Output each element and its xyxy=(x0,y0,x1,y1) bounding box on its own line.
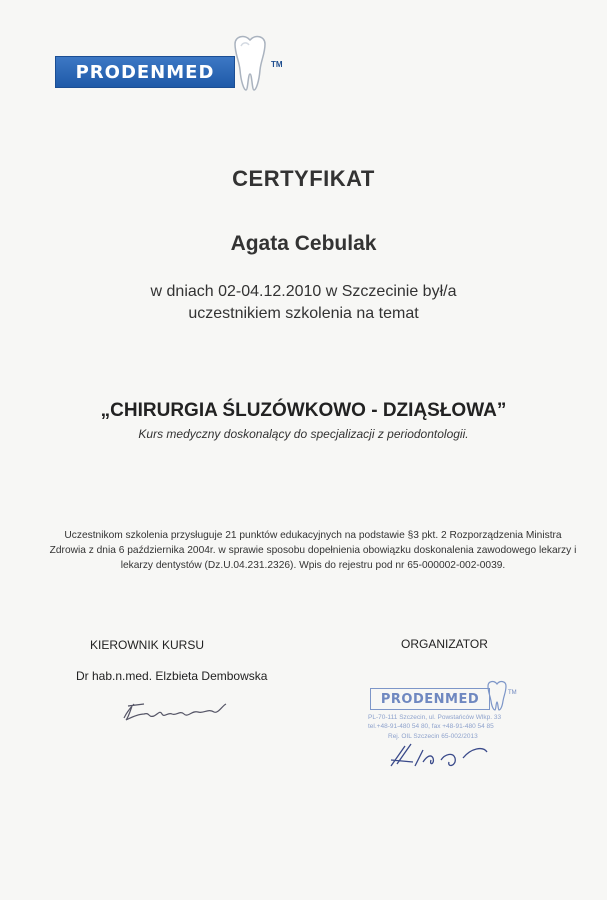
date-location-line: w dniach 02-04.12.2010 w Szczecinie był/a xyxy=(150,283,457,300)
kierownik-name: Dr hab.n.med. Elzbieta Dembowska xyxy=(76,669,268,683)
tooth-icon xyxy=(227,34,273,94)
organizator-label: ORGANIZATOR xyxy=(401,637,488,651)
logo-trademark: TM xyxy=(271,60,283,69)
logo-banner xyxy=(55,56,235,88)
prodenmed-logo xyxy=(55,34,285,94)
legal-note: Uczestnikom szkolenia przysługuje 21 punktów edukacyjnych na podstawie §3 pkt. 2 Rozporządzenia Ministra Zdrowia z dnia 6 października 2004r. w sprawie sposobu dopełnienia obowiązku doskonalenia zawodowego lekarzy i lekarzy dentystów (Dz.U.04.231.2326). Wpis do rejestru pod nr 65-000002-002-0039. xyxy=(49,530,577,571)
stamp-phone: tel.+48-91-480 54 80, fax +48-91-480 54 85 xyxy=(368,723,494,730)
logo-text: PRODENMED xyxy=(75,61,215,83)
certificate-title: CERTYFIKAT xyxy=(232,166,375,191)
stamp-registry: Rej. OIL Szczecin 65-002/2013 xyxy=(388,733,478,740)
organizer-signature xyxy=(383,736,495,774)
kierownik-signature xyxy=(118,692,248,728)
stamp-trademark: TM xyxy=(508,690,517,696)
course-title: „CHIRURGIA ŚLUZÓWKOWO - DZIĄSŁOWA” xyxy=(100,400,507,421)
stamp-tooth-icon xyxy=(484,680,510,712)
participant-name: Agata Cebulak xyxy=(230,232,377,255)
stamp-logo-banner xyxy=(370,688,490,710)
course-subtitle: Kurs medyczny doskonalący do specjalizacji z periodontologii. xyxy=(138,427,469,441)
stamp-address: PL-70-111 Szczecin, ul. Powstańców Wlkp. 33 xyxy=(368,714,502,721)
kierownik-label: KIEROWNIK KURSU xyxy=(90,638,205,652)
stamp-logo-text: PRODENMED xyxy=(380,691,480,707)
participation-line: uczestnikiem szkolenia na temat xyxy=(188,305,419,322)
